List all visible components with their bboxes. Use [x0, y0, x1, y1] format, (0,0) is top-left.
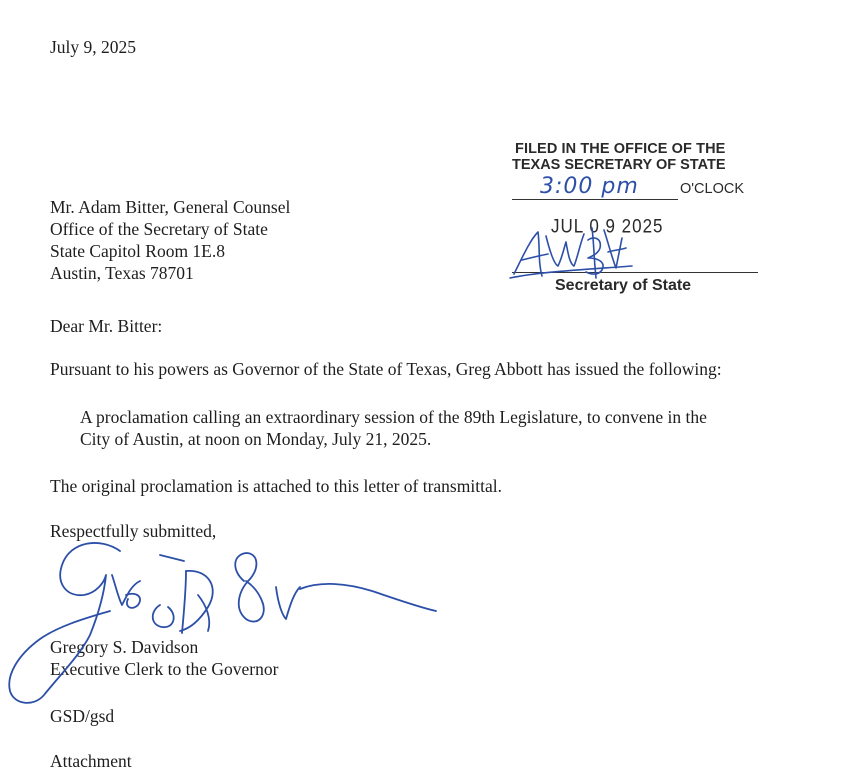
recipient-line: Austin, Texas 78701 [50, 263, 194, 283]
recipient-line: Mr. Adam Bitter, General Counsel [50, 197, 291, 217]
stamp-title: Secretary of State [555, 277, 692, 294]
enclosure-note: Attachment [50, 751, 132, 771]
proclamation-line: A proclamation calling an extraordinary session of the 89th Legislature, to convene in the [80, 407, 707, 427]
salutation: Dear Mr. Bitter: [50, 316, 163, 336]
proclamation-line: City of Austin, at noon on Monday, July 21, 2025. [80, 429, 432, 449]
stamp-signature-icon [508, 218, 638, 288]
stamp-handwritten-time: 3:00 pm [540, 174, 639, 199]
signer-title: Executive Clerk to the Governor [50, 659, 279, 679]
closing: Respectfully submitted, [50, 521, 217, 541]
recipient-address [50, 196, 290, 284]
attachment-note: The original proclamation is attached to this letter of transmittal. [50, 476, 502, 496]
recipient-line: State Capitol Room 1E.8 [50, 241, 225, 261]
initials: GSD/gsd [50, 706, 115, 726]
recipient-line: Office of the Secretary of State [50, 219, 268, 239]
proclamation-text [80, 406, 707, 450]
signature-icon [0, 535, 450, 715]
intro-paragraph: Pursuant to his powers as Governor of the State of Texas, Greg Abbott has issued the following: [50, 359, 722, 379]
stamp-rule [512, 199, 678, 200]
stamp-line2: TEXAS SECRETARY OF STATE [512, 157, 726, 173]
stamp-oclock: O'CLOCK [680, 181, 745, 197]
stamp-line1: FILED IN THE OFFICE OF THE [515, 141, 726, 157]
signer-name: Gregory S. Davidson [50, 637, 199, 657]
stamp-date: JUL 0 9 2025 [551, 215, 664, 237]
letter-date: July 9, 2025 [50, 37, 137, 57]
